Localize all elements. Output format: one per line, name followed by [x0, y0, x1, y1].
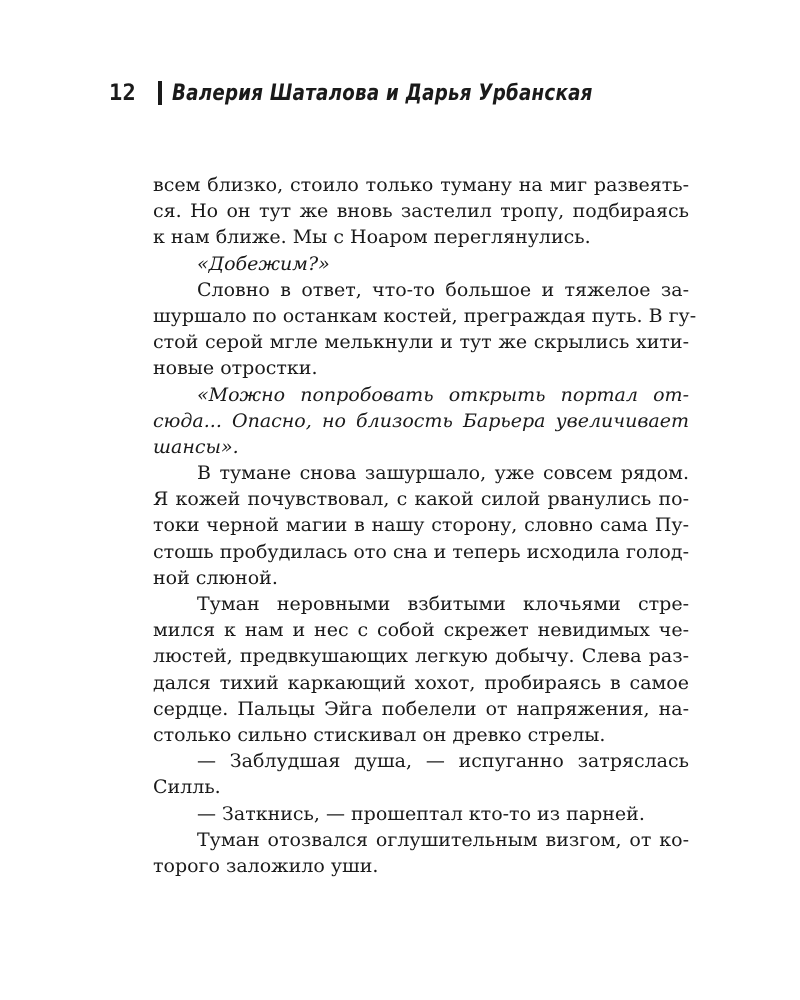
book-authors-header: Валерия Шаталова и Дарья Урбанская: [172, 80, 593, 106]
text-line: Словно в ответ, что-то большое и тяжелое за-: [197, 278, 689, 301]
text-line: к нам ближе. Мы с Ноаром переглянулись.: [153, 226, 591, 249]
text-line: — Заблудшая душа, — испуганно затряслась: [197, 750, 689, 773]
text-line: «Добежим?»: [197, 252, 330, 275]
text-line: сердце. Пальцы Эйга побелели от напряжения, на-: [153, 697, 689, 720]
text-line: торого заложило уши.: [153, 854, 379, 877]
text-line: мился к нам и нес с собой скрежет невидимых че-: [153, 619, 689, 642]
text-line: Туман отозвался оглушительным визгом, от ко-: [197, 828, 689, 851]
text-line: столько сильно стискивал он древко стрелы.: [153, 723, 606, 746]
text-line: дался тихий каркающий хохот, пробираясь в самое: [153, 671, 689, 694]
text-line: «Можно попробовать открыть портал от-: [197, 383, 689, 406]
text-line: стой серой мгле мелькнули и тут же скрылись хити-: [153, 331, 689, 354]
text-line: шансы».: [153, 435, 239, 458]
text-line: всем близко, стоило только туману на миг развеять-: [153, 174, 689, 196]
text-line: Я кожей почувствовал, с какой силой рванулись по-: [153, 488, 689, 511]
text-line: люстей, предвкушающих легкую добычу. Слева раз-: [153, 645, 689, 668]
text-line: шуршало по останкам костей, преграждая путь. В гу-: [153, 304, 697, 327]
text-line: ся. Но он тут же вновь застелил тропу, подбираясь: [153, 200, 689, 223]
text-line: сюда... Опасно, но близость Барьера увеличивает: [153, 409, 689, 432]
header-divider: [158, 81, 162, 105]
text-line: Туман неровными взбитыми клочьями стре-: [197, 593, 689, 615]
text-line: токи черной магии в нашу сторону, словно сама Пу-: [153, 514, 689, 537]
text-line: В тумане снова зашуршало, уже совсем рядом.: [197, 462, 689, 485]
text-line: ной слюной.: [153, 566, 278, 589]
text-line: — Заткнись, — прошептал кто-то из парней.: [197, 802, 645, 825]
page-number: 12: [109, 80, 137, 106]
text-line: стошь пробудилась ото сна и теперь исходила голод-: [153, 540, 689, 563]
text-line: Силль.: [153, 776, 221, 799]
text-line: новые отростки.: [153, 357, 318, 380]
body-text: [153, 172, 697, 879]
running-head: [109, 80, 629, 106]
